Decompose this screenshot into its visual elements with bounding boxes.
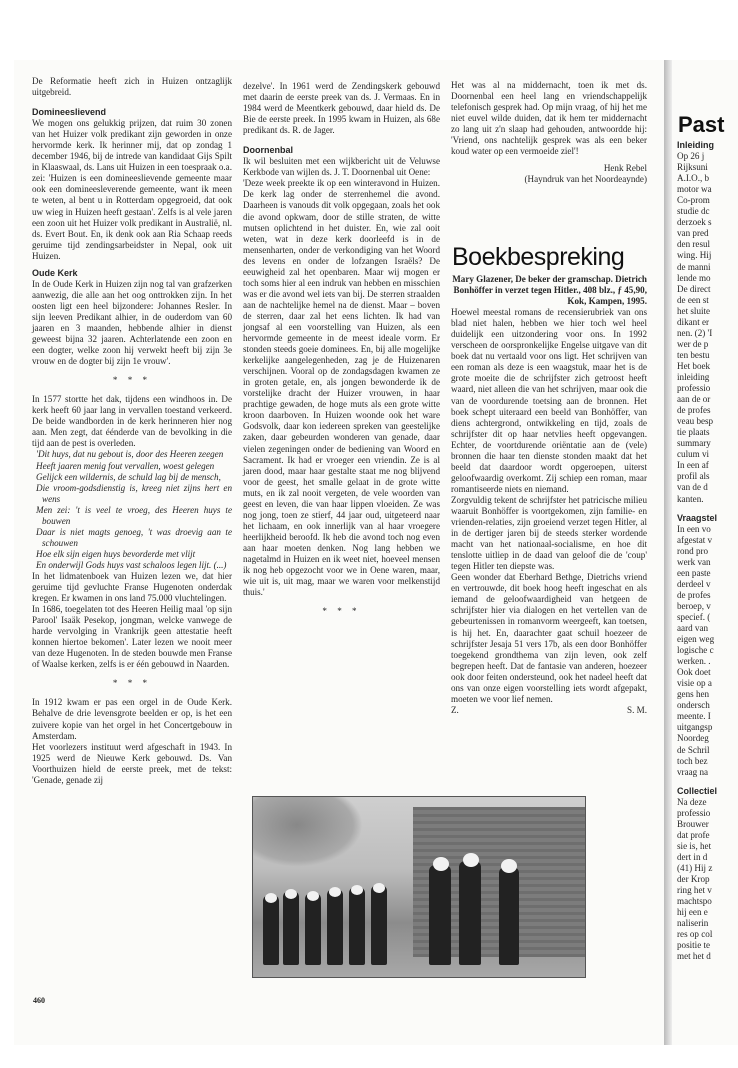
photo-white-cap	[463, 853, 479, 867]
paragraph: Het was al na middernacht, toen ik met ds. Doornenbal een heel lang en vriendschappelijk telefonisch gesprek had. Op mijn vraag, of hij het me niet euvel wilde duiden, dat ik hem ter middernacht zo lang uit z'n slaap had gehouden, antwoordde hij: 'Vriend, ons nachtelijk gesprek was als een beker koud water op een vermoeide ziel'!	[451, 80, 647, 157]
next-page-title: Past	[678, 112, 725, 137]
next-page-line: In een af	[677, 460, 709, 471]
next-page-line: culum vi	[677, 449, 710, 460]
next-page-line: A.I.O., b	[677, 173, 710, 184]
next-page-line: tie plaats	[677, 427, 710, 438]
poem-line: En onderwijl Gods huys vast schaloos legen lijt. (...)	[36, 559, 227, 570]
photo-figure	[349, 887, 365, 965]
paragraph: Zorgvuldig tekent de schrijfster het patricische milieu waaruit Bonhöffer is voortgekomen, zijn familie- en vrienden-relaties, zijn groeiend verzet tegen Hitler, al in de dertiger jaren bij de steeds sterker wordende macht van het nationaal-socialisme, en hoe dit tenslotte uitliep in de daad van geloof die de 'coup' tegen Hitler ten diepste was.	[451, 494, 647, 572]
paragraph: In het lidmatenboek van Huizen lezen we, dat hier geruime tijd gevluchte Franse Hugenoten onderdak kregen. Er kwamen in ons land 75.000 vluchtelingen.	[32, 570, 232, 604]
review-signature	[451, 705, 647, 716]
poem-line: Die vroom-godsdienstig is, kreeg niet zijns hert en wens	[36, 482, 232, 504]
photo-white-cap	[501, 859, 517, 873]
next-page-line: afgestat v	[677, 534, 713, 545]
next-page-line: wer de p	[677, 338, 709, 349]
photo-figure	[305, 893, 321, 965]
next-page-line: visie op a	[677, 678, 712, 689]
next-page-line: In een vo	[677, 523, 711, 534]
next-page-line: vraag na	[677, 766, 709, 777]
section-separator: * * *	[112, 375, 152, 386]
next-page-line: van de d	[677, 482, 708, 493]
next-page-line: dert in d	[677, 851, 708, 862]
next-page-column	[677, 140, 738, 962]
paragraph: In 1686, toegelaten tot des Heeren Heilig maal 'op sijn Parool' Isaäk Pesekop, jongman, welcke vanwege de harde vervolging in Vrankrijk geen attestatie heeft konnen hiertoe bekomen'. Later lezen we nooit meer van deze Hugenoten. In de steden bouwde men Franse of Waalse kerken, zelfs is er één gebouwd in Naarden.	[32, 604, 232, 670]
photo-white-cap	[307, 891, 319, 901]
next-page-line: veau besp	[677, 416, 714, 427]
page-number: 460	[33, 996, 45, 1005]
next-page-line: ring het v	[677, 885, 712, 896]
next-page-line: een paste	[677, 567, 711, 578]
next-page-line: aard van	[677, 623, 709, 634]
review-title: Boekbespreking	[452, 243, 625, 271]
next-page-line: ondersch	[677, 700, 710, 711]
section-separator: * * *	[322, 606, 361, 617]
next-page-line: ten bestu	[677, 349, 710, 360]
paragraph: dezelve'. In 1961 werd de Zendingskerk gebouwd met daarin de eerste preek van ds. J. Vermaas. En in 1984 werd de Meentkerk gebouwd, daar hield ds. De Bie de eerste preek. In 1995 kwam in Huizen, als 68e predikant ds. R. de Jager.	[243, 81, 440, 136]
next-page-sliver	[672, 60, 738, 1045]
quote-paragraph: 'Deze week preekte ik op een winteravond in Huizen. De kerk lag onder de sterrenhemel die avond. Daarheen is vanouds dit volk opgegaan, zoals het ook die avond opkwam, door de stille straten, de witte mutsen oplichtend in het duister. En, wie zal ooit weten, wat in deze kerk doorleefd is in de mensenharten, onder de verkondiging van het Woord des levens en onder de lofzangen Israëls? De eeuwigheid zal het openbaren. Maar wij mogen er toch soms hier al een indruk van hebben en misschien was er die avond wel iets van bij. De sterren straalden aan de nachtelijke hemel na de dienst. Maar – boven de sterren, daar zal het eens lichten. Ik had van jongsaf al een voorstelling van Huizen, als een hervormde gemeente in de meest ideale vorm. Er stonden steeds goeie dominees. En, bij alle mogelijke kerkelijke aangelegenheden, zag je de Huizenaren verschijnen. Vooral op de zondagsdagen kwamen ze in groten getale, en, als jongen bewonderde ik de vorstelijke dracht der Huizer vrouwen, in haar prachtige gewaden, de hoge muts als een grote witte kroon daarboven. In Huizen woonde ook het ware Godsvolk, daar kon iedereen spreken van geestelijke zaken, daar gebeurden wonderen van genade, daar vielen zegeningen onder de bediening van Woord en Sacrament. Ik had er vroeger een vriendin. Ze is al jaren dood, maar haar gestalte staat me nog blijvend voor de geest, het smalle gelaat in de grote witte muts, en ik zal nooit vergeten, de vele woorden van geest en leven, die van haar lippen vloeiden. Ze was nog jong, toen ze stierf, 44 jaar oud, uitgeteerd naar het lichaam, en ook innerlijk van al haar vroegere heerlijkheid beroofd. Ik heb die avond toch nog even aan haar moeten denken. Nog lang hebben we nagetalmd in Huizen en ik weet niet, hoeveel mensen ik nog heb opgezocht voor we in Oene waren, maar, wie uit is, uit mag, maar we waren voor melkenstijd thuis.'	[243, 178, 440, 598]
photo-white-cap	[351, 885, 363, 895]
photo-figure	[283, 891, 299, 965]
signature-left: Z.	[451, 704, 459, 715]
next-page-line: summary	[677, 438, 711, 449]
poem-line: Daar is niet magts genoeg, 't was droevig aan te schouwen	[36, 526, 232, 548]
paragraph: In 1912 kwam er pas een orgel in de Oude Kerk. Behalve de drie levensgrote beelden er op, is het een zuivere kopie van het orgel in het Concertgebouw in Amsterdam.	[32, 697, 232, 741]
heading-oude-kerk: Oude Kerk	[32, 267, 78, 278]
photo-figure	[429, 865, 451, 965]
next-page-line: beroep, v	[677, 600, 711, 611]
next-page-line: van pred	[677, 228, 709, 239]
review-book-meta: Mary Glazener, De beker der gramschap. Dietrich Bonhöffer in verzet tegen Hitler., 408 blz., ƒ 45,90, Kok, Kampen, 1995.	[452, 274, 647, 307]
next-page-line: den resul	[677, 239, 711, 250]
review-column	[451, 274, 647, 716]
next-page-line: motor wa	[677, 184, 712, 195]
next-page-line: Noordeg	[677, 733, 709, 744]
next-page-line: Collectiel	[677, 785, 718, 796]
next-page-line: wing. Hij	[677, 250, 712, 261]
heading-doornenbal: Doornenbal	[243, 145, 294, 156]
next-page-line: Inleiding	[677, 140, 714, 150]
next-page-line: met het d	[677, 951, 711, 962]
photo-figure	[327, 889, 343, 965]
next-page-line: Brouwer	[677, 818, 709, 829]
column-3	[451, 80, 647, 185]
next-page-line: Rijksuni	[677, 162, 708, 173]
page-gutter	[664, 60, 672, 1045]
next-page-line: profil als	[677, 471, 710, 482]
next-page-line: professio	[677, 383, 711, 394]
heading-domineeslievend: Domineeslievend	[32, 107, 107, 118]
photo-white-cap	[329, 887, 341, 897]
next-page-line: aan de or	[677, 394, 711, 405]
photo-white-cap	[373, 883, 385, 893]
next-page-line: dikant er	[677, 316, 710, 327]
photo-white-cap	[285, 889, 297, 899]
next-page-line: derdeel v	[677, 578, 711, 589]
next-page-line: nen. (2) 'I	[677, 327, 713, 338]
paragraph: Het voorlezers instituut werd afgeschaft in 1943. In 1925 werd de Nieuwe Kerk gebouwd. Ds. Van Voorthuizen hield de eerste preek, met de tekst: 'Genade, genade zij	[32, 741, 232, 785]
next-page-line: Co-prom	[677, 195, 710, 206]
next-page-line: sie is, het	[677, 840, 712, 851]
next-page-line: De direct	[677, 283, 711, 294]
paragraph: In de Oude Kerk in Huizen zijn nog tal van grafzerken aanwezig, die alle aan het oog onttrokken zijn. In het oosten ligt een heel bijzondere: Johannes Resler. In sijn leeven Predikant alhier, in de ouderdom van 60 jaaren en 3 maanden, hebbende alhier in dienst geweest bijna 32 jaaren. Achterlatende een zoon en een dogter, welke zoon hij verwekt heeft bij zijn 3e vrouw en de dogter bij zijn 1e vrouw'.	[32, 278, 232, 367]
photo-figure	[499, 867, 519, 965]
next-page-line: werken. .	[677, 656, 711, 667]
next-page-line: positie te	[677, 940, 711, 951]
column-1	[32, 76, 232, 786]
paragraph: Ik wil besluiten met een wijkbericht uit de Veluwse Kerkbode van wijlen ds. J. T. Doornenbal uit Oene:	[243, 156, 440, 178]
next-page-line: het sluite	[677, 305, 711, 316]
next-page-line: logische c	[677, 645, 714, 656]
paragraph: We mogen ons gelukkig prijzen, dat ruim 30 zonen van het Huizer volk predikant zijn geworden in onze hervormde kerk. Ik herinner mij, dat op zondag 1 december 1946, bij de intrede van kandidaat Gijs Spilt in Klaaswaal, ds. Lans uit Huizen in een toespraak o.a. zei: 'Huizen is een domineeslievende gemeente maar ook een domineesleverende gemeente, want ik meen te weten, al bent u in Rotterdam opgegroeid, dat ook uw wieg in Huizen heeft gestaan'. Zelfs is al vele jaren een zoon uit het Huizer volk predikant in Australië, nl. ds. Evert Bout. En, ik denk ook aan Ria Schaap reeds geruime tijd zendingsarbeidster in Nepal, ook uit Huizen.	[32, 118, 232, 261]
photo-tree	[253, 797, 363, 867]
author-name: Henk Rebel	[603, 163, 647, 174]
next-page-line: meente. I	[677, 711, 711, 722]
poem-line: 'Dit huys, dat nu gebout is, door des Heeren zeegen	[36, 449, 224, 460]
intro-paragraph: De Reformatie heeft zich in Huizen ontzaglijk uitgebreid.	[32, 76, 232, 98]
next-page-line: rond pro	[677, 545, 709, 556]
next-page-line: Na deze	[677, 796, 707, 807]
historic-photo-women-in-traditional-dress	[252, 796, 586, 978]
paragraph: In 1577 stortte het dak, tijdens een windhoos in. De kerk heeft 60 jaar lang in vervallen toestand verkeerd. De beide wandborden in de kerk herinneren hier nog aan. Men zegt, dat éénderde van de bevolking in die tijd aan de pest is overleden.	[32, 394, 232, 449]
photo-white-cap	[433, 857, 449, 871]
next-page-line: naliserin	[677, 918, 709, 929]
section-separator: * * *	[112, 678, 152, 689]
poem-line: Hoe elk sijn eigen huys bevorderde met vlijt	[36, 548, 196, 559]
photo-figure	[263, 895, 279, 965]
next-page-line: res op col	[677, 929, 713, 940]
author-affiliation: (Hayndruk van het Noordeaynde)	[524, 174, 647, 185]
column-2	[243, 81, 440, 625]
line-gap	[677, 778, 738, 786]
next-page-line: lende mo	[677, 272, 711, 283]
next-page-line: gens hen	[677, 689, 710, 700]
next-page-line: Ook doet	[677, 667, 711, 678]
next-page-line: de profes	[677, 589, 711, 600]
next-page-line: de Schril	[677, 744, 710, 755]
paragraph: Geen wonder dat Eberhard Bethge, Dietrichs vriend en vertrouwde, dit boek hoog heeft ingeschat en als iemand de geloofwaardigheid van hetgeen de schrijfster hier via dialogen en het vertellen van de gebeurtenissen in romanvorm weergeeft, kan toetsen, is hij het. En, daarachter gaat schuil hoezeer de schrijfster Jesaja 51 vers 17b, als een door Bonhöffer toegekend grondthema van zijn leven, ook zelf begrepen heeft. Dat de fantasie van anderen, hoezeer ook door feiten ondersteund, ook het nadeel heeft dat ons van onze eigen voorstelling iets wordt afgepakt, moeten we voor lief nemen.	[451, 572, 647, 704]
next-page-line: de profes	[677, 405, 711, 416]
next-page-line: machtspo	[677, 896, 712, 907]
next-page-line: toch bez	[677, 755, 708, 766]
line-gap	[677, 505, 738, 513]
next-page-line: professio	[677, 807, 711, 818]
poem-line: Heeft jaaren menig fout vervallen, woest gelegen	[36, 460, 215, 471]
next-page-line: dat profe	[677, 829, 710, 840]
paragraph: Hoewel meestal romans de recensierubriek van ons blad niet halen, hebben we hier toch wel heel duidelijk een uitzondering voor ons. In 1992 verscheen de oorspronkelijke Engelse uitgave van dit boek dat nu vertaald voor ons ligt. Het schrijven van een roman als deze is een waagstuk, maar het is de grote moeite die de schrijfster zich getroost heeft waard, niet alleen die van het schrijven, maar ook die van de voordurende toetsing aan de bronnen. Het boek schept uiteraard een beeld van Bonhöffer, van diens achtergrond, ontwikkeling en tijd, zoals de schrijfster dit op haar netvlies heeft opgevangen. Echter, de voortdurende oriëntatie aan de (vele) bronnen die haar ten dienste stonden maakt dat het beeld dat daardoor wordt opgeroepen, uiterst geloofwaardig overkomt. Zij schiep een roman, maar romantiseerde niets en niemand.	[451, 307, 647, 494]
next-page-line: studie dc	[677, 206, 710, 217]
next-page-line: kanten.	[677, 493, 704, 504]
next-page-line: eigen weg	[677, 634, 715, 645]
photo-figure	[459, 861, 481, 965]
next-page-line: Het boek	[677, 360, 711, 371]
next-page-line: inleiding	[677, 371, 710, 382]
signature-right: S. M.	[627, 704, 647, 715]
next-page-line: specief. (	[677, 611, 711, 622]
next-page-line: uitgangsp	[677, 722, 713, 733]
next-page-line: Vraagstel	[677, 512, 718, 523]
next-page-line: derzoek s	[677, 217, 712, 228]
next-page-line: de manni	[677, 261, 711, 272]
next-page-line: hij een e	[677, 907, 708, 918]
poem-line: Men zei: 't is veel te vroeg, des Heeren huys te bouwen	[36, 504, 232, 526]
next-page-line: werk van	[677, 556, 711, 567]
next-page-line: Op 26 j	[677, 151, 705, 162]
next-page-line: der Krop	[677, 874, 710, 885]
next-page-line: (41) Hij z	[677, 863, 713, 873]
photo-white-cap	[265, 893, 277, 903]
photo-figure	[371, 885, 387, 965]
next-page-line: de een st	[677, 294, 709, 305]
poem-line: Gelijck een wildernis, de schuld lag bij de mensch,	[36, 471, 221, 482]
